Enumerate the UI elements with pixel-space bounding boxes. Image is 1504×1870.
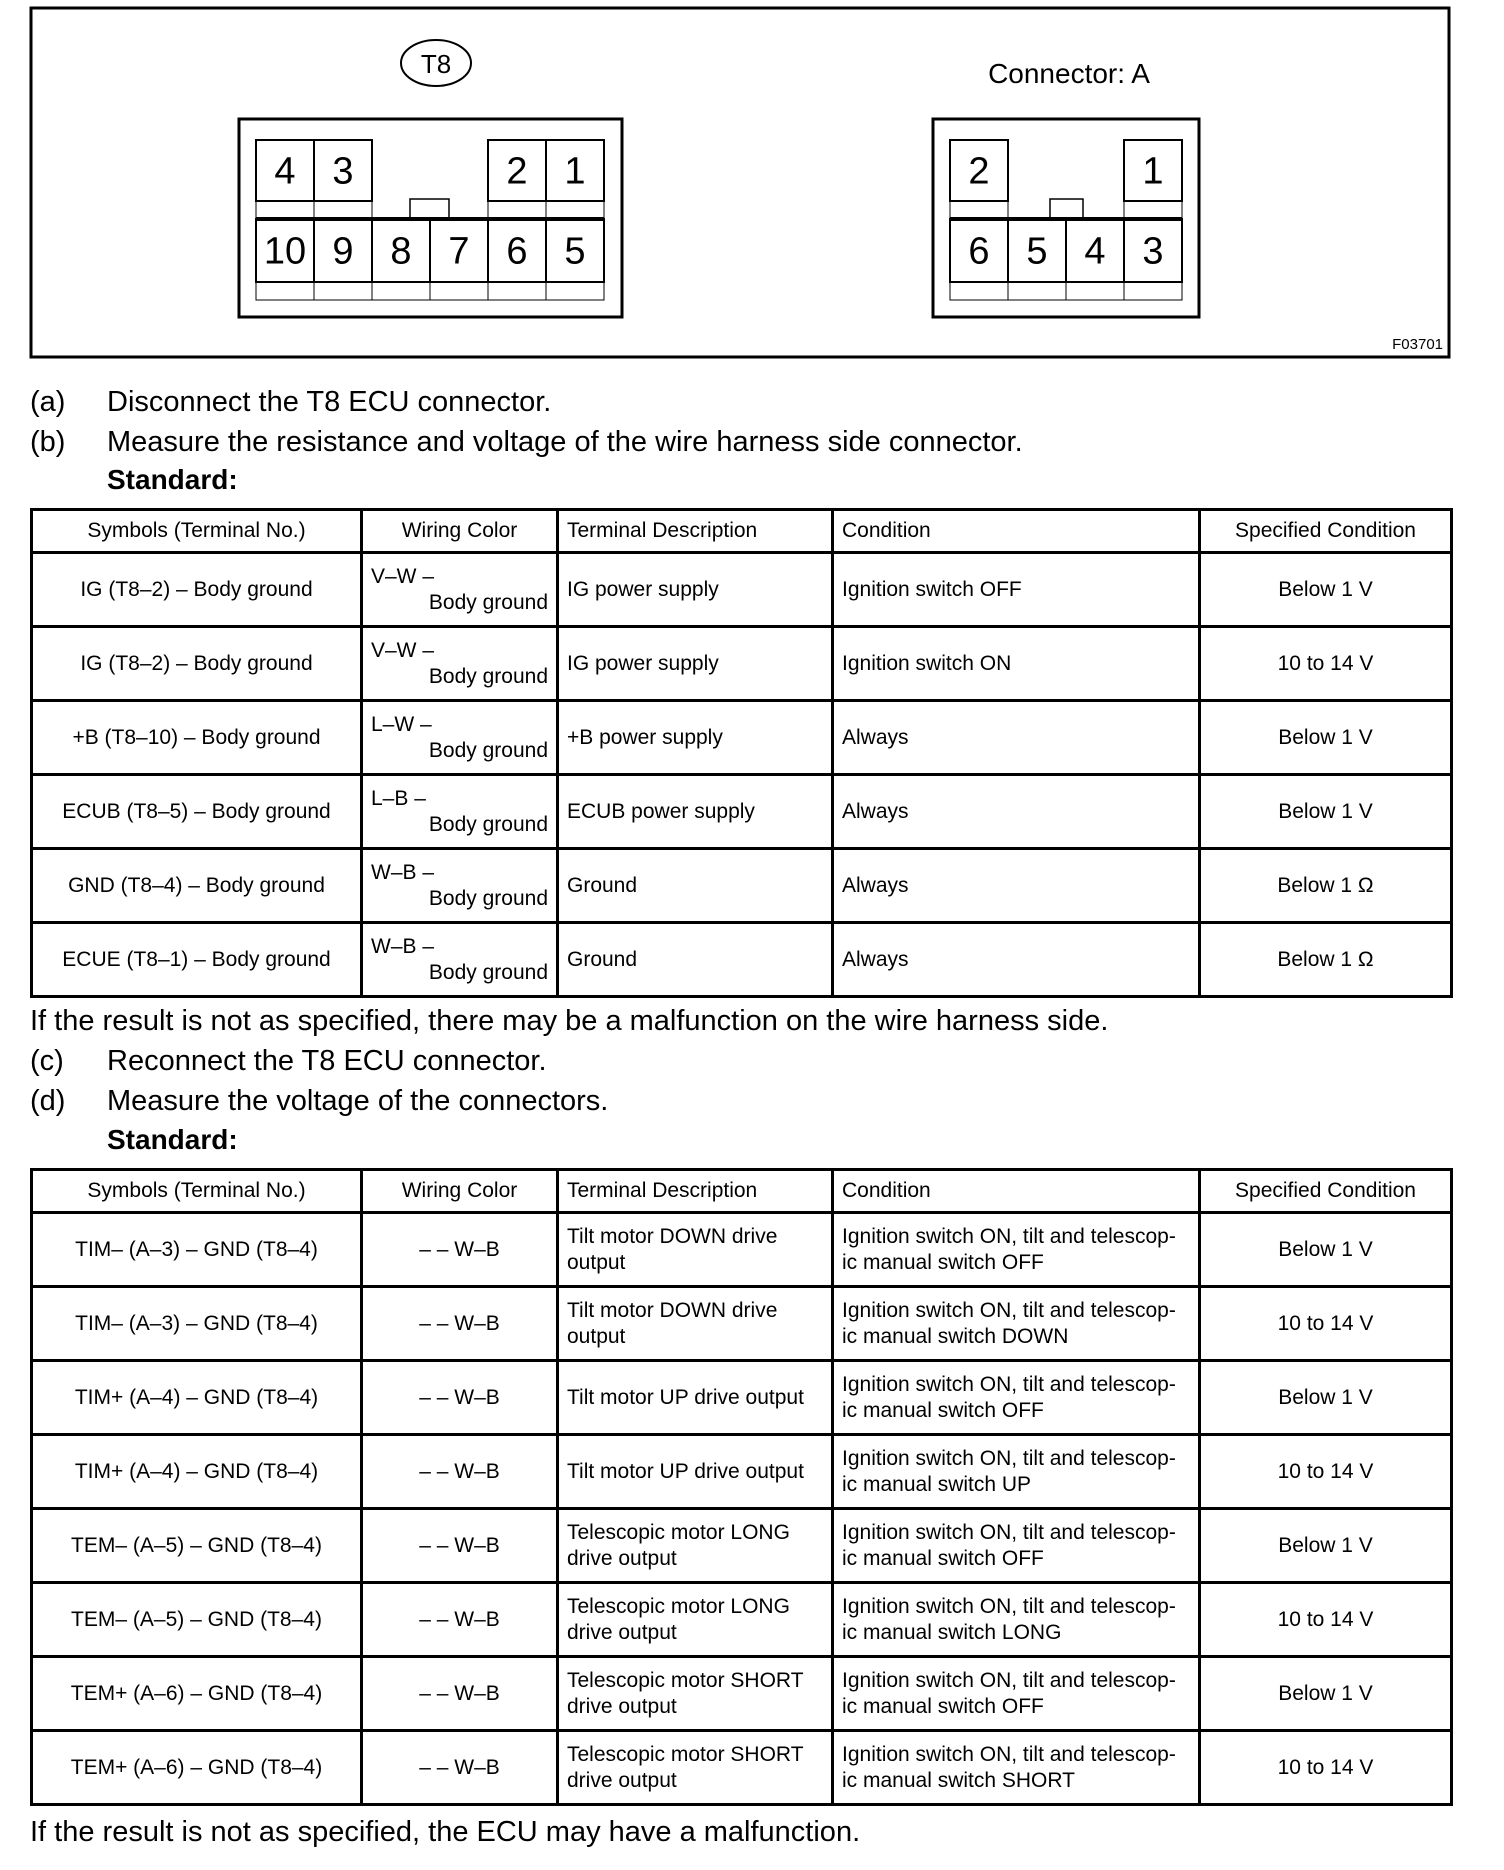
wiring-color: – – W–B [419,1237,500,1261]
pin-slot [546,282,604,300]
condition: Ignition switch ON, tilt and telescop- [842,1224,1176,1248]
condition: ic manual switch DOWN [842,1324,1069,1348]
connector-key [410,199,449,219]
condition: Ignition switch OFF [842,577,1022,601]
condition: Ignition switch ON, tilt and telescop- [842,1446,1176,1470]
header-wiring-color [362,1170,558,1213]
header-symbols [32,1170,362,1213]
condition: ic manual switch OFF [842,1694,1044,1718]
t8-connector [239,119,622,317]
terminal-symbol: TEM– (A–5) – GND (T8–4) [71,1533,322,1557]
specified-condition: Below 1 Ω [1277,947,1374,971]
terminal-description: drive output [567,1620,677,1644]
terminal-description: drive output [567,1694,677,1718]
pin-slot [950,282,1008,300]
terminal-description: drive output [567,1546,677,1570]
terminal-description: ECUB power supply [567,799,755,823]
wiring-color: W–B – [371,860,435,884]
table-row [32,923,1452,997]
pin-number: 6 [506,230,528,273]
table-row [32,1583,1452,1657]
wiring-color: L–W – [371,712,432,736]
condition: Ignition switch ON, tilt and telescop- [842,1372,1176,1396]
pin-number: 4 [274,150,296,193]
terminal-description: Tilt motor DOWN drive [567,1224,778,1248]
standard-heading: Standard: [107,1124,238,1155]
condition: ic manual switch UP [842,1472,1032,1496]
note-harness: If the result is not as specified, there may be a malfunction on the wire harness side. [30,1005,1109,1037]
terminal-description: Telescopic motor SHORT [567,1742,804,1766]
header-terminal-description [558,510,833,553]
terminal-description: Tilt motor UP drive output [567,1459,804,1483]
header-symbols [32,510,362,553]
pin-number: 1 [564,150,586,193]
terminal-description: Tilt motor UP drive output [567,1385,804,1409]
connector-a-label: Connector: A [988,58,1150,89]
table-row [32,701,1452,775]
condition: Always [842,873,909,897]
condition: ic manual switch OFF [842,1250,1044,1274]
terminal-description: Ground [567,873,638,897]
step-label: (c) [30,1045,64,1077]
header-specified-condition-text: Specified Condition [1235,1179,1416,1202]
pin-slot [430,282,488,300]
specified-condition: Below 1 V [1278,725,1373,749]
table-row [32,1287,1452,1361]
pin-slot [1124,282,1182,300]
pin-slot [1066,282,1124,300]
standard-heading: Standard: [107,464,238,495]
pin-slot [488,201,546,219]
condition: Ignition switch ON, tilt and telescop- [842,1594,1176,1618]
terminal-description: Tilt motor DOWN drive [567,1298,778,1322]
header-terminal-description [558,1170,833,1213]
terminal-description: Telescopic motor LONG [567,1594,790,1618]
condition: ic manual switch OFF [842,1398,1044,1422]
header-condition-text: Condition [842,519,931,542]
wiring-color: – – W–B [419,1755,500,1779]
pin-slot [372,282,430,300]
pin-number: 5 [564,230,586,273]
step-label: (d) [30,1085,66,1117]
terminal-description: output [567,1324,626,1348]
condition: Always [842,725,909,749]
terminal-description: output [567,1250,626,1274]
terminal-description: +B power supply [567,725,723,749]
specified-condition: Below 1 V [1278,1533,1373,1557]
specified-condition: Below 1 V [1278,799,1373,823]
table-row [32,849,1452,923]
header-wiring-color [362,510,558,553]
condition: Ignition switch ON, tilt and telescop- [842,1520,1176,1544]
step-label: (b) [30,426,66,458]
terminal-symbol: IG (T8–2) – Body ground [80,577,313,601]
step-text: Disconnect the T8 ECU connector. [107,386,552,418]
specified-condition: Below 1 Ω [1277,873,1374,897]
table-row [32,775,1452,849]
terminal-description: Ground [567,947,638,971]
note-ecu: If the result is not as specified, the ECU may have a malfunction. [30,1816,861,1848]
wiring-color-ground: Body ground [428,960,548,984]
pin-number: 1 [1142,150,1164,193]
terminal-symbol: TEM+ (A–6) – GND (T8–4) [70,1681,323,1705]
connector-a [933,119,1199,317]
table-row [32,1657,1452,1731]
condition: Always [842,799,909,823]
header-wiring-color-text: Wiring Color [401,1179,518,1202]
header-terminal-description-text: Terminal Description [567,1179,758,1202]
specified-condition: 10 to 14 V [1277,651,1374,675]
header-specified-condition-text: Specified Condition [1235,519,1416,542]
pin-number: 2 [968,150,990,193]
specified-condition: Below 1 V [1278,1385,1373,1409]
header-condition [833,1170,1200,1213]
wiring-color: L–B – [371,786,426,810]
terminal-symbol: ECUB (T8–5) – Body ground [62,799,331,823]
specified-condition: 10 to 14 V [1277,1311,1374,1335]
pin-number: 9 [332,230,354,273]
connector-key [1050,199,1083,219]
terminal-symbol: ECUE (T8–1) – Body ground [62,947,331,971]
terminal-symbol: TIM+ (A–4) – GND (T8–4) [74,1459,319,1483]
table-row [32,1213,1452,1287]
wiring-color: V–W – [371,564,435,588]
step-text: Reconnect the T8 ECU connector. [107,1045,547,1077]
wiring-color: – – W–B [419,1459,500,1483]
header-condition-text: Condition [842,1179,931,1202]
specified-condition: 10 to 14 V [1277,1607,1374,1631]
step-label: (a) [30,386,66,418]
terminal-description: IG power supply [567,577,719,601]
table-row [32,1361,1452,1435]
header-specified-condition [1200,510,1452,553]
condition: Ignition switch ON [842,651,1012,675]
header-symbols-text: Symbols (Terminal No.) [87,519,306,542]
wiring-color-ground: Body ground [428,738,548,762]
pin-slot [488,282,546,300]
pin-number: 2 [506,150,528,193]
terminal-symbol: TIM– (A–3) – GND (T8–4) [75,1237,318,1261]
table-row [32,627,1452,701]
condition: ic manual switch SHORT [842,1768,1076,1792]
terminal-symbol: TEM– (A–5) – GND (T8–4) [71,1607,322,1631]
specified-condition: 10 to 14 V [1277,1459,1374,1483]
table-row [32,1731,1452,1805]
pin-slot [1008,282,1066,300]
header-wiring-color-text: Wiring Color [401,519,518,542]
pin-number: 3 [1142,230,1164,273]
wiring-color: V–W – [371,638,435,662]
wiring-color: W–B – [371,934,435,958]
wiring-color: – – W–B [419,1681,500,1705]
wiring-color: – – W–B [419,1311,500,1335]
wiring-color-ground: Body ground [428,886,548,910]
wiring-color: – – W–B [419,1607,500,1631]
connector-diagram [0,0,1504,365]
pin-number: 7 [448,230,470,273]
pin-slot [950,201,1008,219]
header-specified-condition [1200,1170,1452,1213]
step-text: Measure the resistance and voltage of the wire harness side connector. [107,426,1023,458]
pin-number: 3 [332,150,354,193]
header-symbols-text: Symbols (Terminal No.) [87,1179,306,1202]
specified-condition: Below 1 V [1278,1681,1373,1705]
wiring-color-ground: Body ground [428,590,548,614]
condition: Ignition switch ON, tilt and telescop- [842,1742,1176,1766]
condition: Always [842,947,909,971]
table-row [32,1435,1452,1509]
pin-number: 6 [968,230,990,273]
table-row [32,1509,1452,1583]
table-row [32,553,1452,627]
terminal-symbol: TEM+ (A–6) – GND (T8–4) [70,1755,323,1779]
header-terminal-description-text: Terminal Description [567,519,758,542]
wiring-color: – – W–B [419,1533,500,1557]
wiring-color: – – W–B [419,1385,500,1409]
pin-number: 8 [390,230,412,273]
condition: Ignition switch ON, tilt and telescop- [842,1298,1176,1322]
step-text: Measure the voltage of the connectors. [107,1085,609,1117]
terminal-description: Telescopic motor LONG [567,1520,790,1544]
harness-side-table [30,508,1453,998]
specified-condition: 10 to 14 V [1277,1755,1374,1779]
terminal-symbol: TIM– (A–3) – GND (T8–4) [75,1311,318,1335]
header-condition [833,510,1200,553]
terminal-description: Telescopic motor SHORT [567,1668,804,1692]
pin-slot [546,201,604,219]
figure-id: F03701 [1392,336,1443,353]
specified-condition: Below 1 V [1278,1237,1373,1261]
terminal-description: IG power supply [567,651,719,675]
pin-slot [314,201,372,219]
pin-number: 5 [1026,230,1048,273]
wiring-color-ground: Body ground [428,664,548,688]
condition: ic manual switch OFF [842,1546,1044,1570]
condition: Ignition switch ON, tilt and telescop- [842,1668,1176,1692]
terminal-symbol: TIM+ (A–4) – GND (T8–4) [74,1385,319,1409]
terminal-symbol: +B (T8–10) – Body ground [72,725,321,749]
terminal-description: drive output [567,1768,677,1792]
pin-number: 4 [1084,230,1106,273]
condition: ic manual switch LONG [842,1620,1062,1644]
pin-slot [1124,201,1182,219]
pin-slot [256,282,314,300]
connector-voltage-table [30,1168,1453,1806]
pin-slot [256,201,314,219]
pin-slot [314,282,372,300]
wiring-color-ground: Body ground [428,812,548,836]
pin-number: 10 [263,230,307,273]
t8-label: T8 [420,49,452,79]
terminal-symbol: GND (T8–4) – Body ground [68,873,325,897]
terminal-symbol: IG (T8–2) – Body ground [80,651,313,675]
specified-condition: Below 1 V [1278,577,1373,601]
